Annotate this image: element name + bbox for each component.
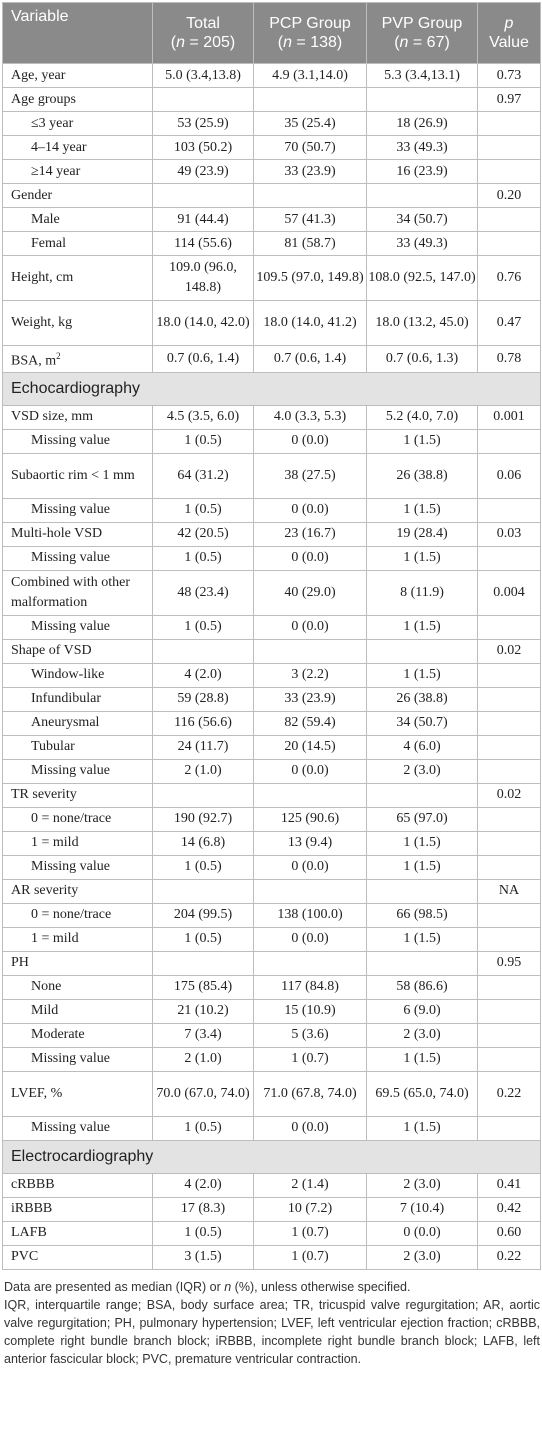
cell-total: 204 (99.5) <box>153 903 254 927</box>
section-title: Echocardiography <box>3 372 541 405</box>
table-row <box>3 831 541 855</box>
cell-pvp: 18 (26.9) <box>367 112 478 136</box>
cell-pcp: 0 (0.0) <box>254 855 367 879</box>
section-row <box>3 1140 541 1173</box>
cell-pvp: 7 (10.4) <box>367 1197 478 1221</box>
table-row <box>3 975 541 999</box>
cell-total <box>153 951 254 975</box>
cell-pvp: 1 (1.5) <box>367 615 478 639</box>
table-header <box>3 3 541 64</box>
cell-pcp: 1 (0.7) <box>254 1221 367 1245</box>
cell-pcp <box>254 783 367 807</box>
cell-p <box>478 663 541 687</box>
cell-p: 0.02 <box>478 783 541 807</box>
cell-total: 3 (1.5) <box>153 1245 254 1269</box>
cell-pvp: 18.0 (13.2, 45.0) <box>367 301 478 346</box>
cell-pcp: 109.5 (97.0, 149.8) <box>254 256 367 301</box>
table-notes <box>2 1278 540 1368</box>
cell-p <box>478 807 541 831</box>
cell-p: 0.20 <box>478 184 541 208</box>
cell-pcp: 1 (0.7) <box>254 1047 367 1071</box>
cell-pvp <box>367 951 478 975</box>
cell-p <box>478 498 541 522</box>
cell-total: 1 (0.5) <box>153 1221 254 1245</box>
cell-p: 0.06 <box>478 453 541 498</box>
cell-p: 0.001 <box>478 405 541 429</box>
cell-pvp: 66 (98.5) <box>367 903 478 927</box>
table-row <box>3 1116 541 1140</box>
cell-label: Missing value <box>3 1047 153 1071</box>
cell-total: 2 (1.0) <box>153 759 254 783</box>
characteristics-table <box>2 2 541 1270</box>
table-row <box>3 1197 541 1221</box>
table-row <box>3 903 541 927</box>
cell-pcp: 2 (1.4) <box>254 1173 367 1197</box>
cell-p <box>478 855 541 879</box>
cell-pvp: 34 (50.7) <box>367 711 478 735</box>
cell-label: Gender <box>3 184 153 208</box>
cell-label: Missing value <box>3 855 153 879</box>
cell-pvp: 26 (38.8) <box>367 687 478 711</box>
cell-pvp: 1 (1.5) <box>367 546 478 570</box>
cell-p <box>478 999 541 1023</box>
cell-pcp: 20 (14.5) <box>254 735 367 759</box>
cell-p: 0.22 <box>478 1245 541 1269</box>
cell-pcp <box>254 88 367 112</box>
table-row <box>3 951 541 975</box>
cell-label: ≥14 year <box>3 160 153 184</box>
cell-pvp: 8 (11.9) <box>367 570 478 615</box>
cell-total: 1 (0.5) <box>153 855 254 879</box>
cell-pcp: 71.0 (67.8, 74.0) <box>254 1071 367 1116</box>
cell-label: cRBBB <box>3 1173 153 1197</box>
cell-pcp: 0 (0.0) <box>254 927 367 951</box>
cell-p <box>478 136 541 160</box>
cell-label: 1 = mild <box>3 831 153 855</box>
section-row <box>3 372 541 405</box>
table-row <box>3 184 541 208</box>
table-row <box>3 522 541 546</box>
cell-label: Aneurysmal <box>3 711 153 735</box>
cell-total: 1 (0.5) <box>153 546 254 570</box>
cell-total: 70.0 (67.0, 74.0) <box>153 1071 254 1116</box>
cell-p: NA <box>478 879 541 903</box>
table-body <box>3 64 541 1270</box>
header-variable: Variable <box>3 3 153 64</box>
cell-p: 0.41 <box>478 1173 541 1197</box>
cell-total: 53 (25.9) <box>153 112 254 136</box>
cell-total: 175 (85.4) <box>153 975 254 999</box>
cell-pvp: 5.3 (3.4,13.1) <box>367 64 478 88</box>
cell-total: 4 (2.0) <box>153 1173 254 1197</box>
cell-pvp: 1 (1.5) <box>367 927 478 951</box>
cell-label: 4–14 year <box>3 136 153 160</box>
cell-label: Missing value <box>3 498 153 522</box>
cell-pvp: 2 (3.0) <box>367 1023 478 1047</box>
cell-pvp: 33 (49.3) <box>367 232 478 256</box>
cell-total: 5.0 (3.4,13.8) <box>153 64 254 88</box>
cell-label: Height, cm <box>3 256 153 301</box>
cell-pvp: 1 (1.5) <box>367 855 478 879</box>
cell-pvp: 33 (49.3) <box>367 136 478 160</box>
cell-label: VSD size, mm <box>3 405 153 429</box>
table-row <box>3 498 541 522</box>
notes-line-1: Data are presented as median (IQR) or n (%), unless otherwise specified. <box>4 1279 411 1294</box>
cell-pcp: 81 (58.7) <box>254 232 367 256</box>
cell-pvp: 6 (9.0) <box>367 999 478 1023</box>
cell-total: 59 (28.8) <box>153 687 254 711</box>
cell-total: 21 (10.2) <box>153 999 254 1023</box>
cell-pcp: 18.0 (14.0, 41.2) <box>254 301 367 346</box>
cell-pcp <box>254 184 367 208</box>
cell-label: Window-like <box>3 663 153 687</box>
cell-p <box>478 903 541 927</box>
header-p-value: p Value <box>478 3 541 64</box>
table-row <box>3 1071 541 1116</box>
cell-p: 0.22 <box>478 1071 541 1116</box>
cell-pcp: 0.7 (0.6, 1.4) <box>254 346 367 373</box>
cell-pcp: 57 (41.3) <box>254 208 367 232</box>
section-title: Electrocardiography <box>3 1140 541 1173</box>
cell-p: 0.004 <box>478 570 541 615</box>
cell-pcp: 0 (0.0) <box>254 615 367 639</box>
cell-pvp: 58 (86.6) <box>367 975 478 999</box>
header-pvp: PVP Group (n = 67) <box>367 3 478 64</box>
cell-label: Multi-hole VSD <box>3 522 153 546</box>
cell-label: 0 = none/trace <box>3 807 153 831</box>
cell-p <box>478 687 541 711</box>
cell-label: Shape of VSD <box>3 639 153 663</box>
cell-label: TR severity <box>3 783 153 807</box>
table-container <box>2 2 540 1368</box>
cell-label: iRBBB <box>3 1197 153 1221</box>
cell-pvp: 34 (50.7) <box>367 208 478 232</box>
cell-p: 0.78 <box>478 346 541 373</box>
cell-pvp: 1 (1.5) <box>367 498 478 522</box>
table-row <box>3 1221 541 1245</box>
cell-pvp: 4 (6.0) <box>367 735 478 759</box>
cell-pvp: 0 (0.0) <box>367 1221 478 1245</box>
table-row <box>3 64 541 88</box>
cell-p <box>478 927 541 951</box>
cell-label: Age, year <box>3 64 153 88</box>
cell-total: 7 (3.4) <box>153 1023 254 1047</box>
cell-total: 190 (92.7) <box>153 807 254 831</box>
cell-pvp <box>367 879 478 903</box>
cell-p: 0.95 <box>478 951 541 975</box>
cell-total <box>153 88 254 112</box>
cell-label: Missing value <box>3 429 153 453</box>
cell-pvp <box>367 184 478 208</box>
cell-pcp: 5 (3.6) <box>254 1023 367 1047</box>
header-row <box>3 3 541 64</box>
cell-total <box>153 783 254 807</box>
cell-p <box>478 232 541 256</box>
cell-pvp <box>367 88 478 112</box>
cell-pcp: 3 (2.2) <box>254 663 367 687</box>
cell-label: 0 = none/trace <box>3 903 153 927</box>
cell-pvp: 1 (1.5) <box>367 1116 478 1140</box>
cell-label: LVEF, % <box>3 1071 153 1116</box>
cell-p: 0.97 <box>478 88 541 112</box>
cell-p <box>478 975 541 999</box>
cell-pvp: 2 (3.0) <box>367 1173 478 1197</box>
cell-total: 114 (55.6) <box>153 232 254 256</box>
cell-p <box>478 429 541 453</box>
cell-label: Missing value <box>3 759 153 783</box>
cell-label: PH <box>3 951 153 975</box>
cell-p: 0.02 <box>478 639 541 663</box>
cell-p <box>478 735 541 759</box>
table-row <box>3 879 541 903</box>
cell-label: LAFB <box>3 1221 153 1245</box>
cell-p: 0.60 <box>478 1221 541 1245</box>
cell-pvp: 108.0 (92.5, 147.0) <box>367 256 478 301</box>
cell-total: 0.7 (0.6, 1.4) <box>153 346 254 373</box>
cell-total: 1 (0.5) <box>153 498 254 522</box>
cell-pcp: 0 (0.0) <box>254 429 367 453</box>
cell-p <box>478 1116 541 1140</box>
cell-p <box>478 1047 541 1071</box>
cell-total: 1 (0.5) <box>153 615 254 639</box>
table-row <box>3 1173 541 1197</box>
cell-pvp: 2 (3.0) <box>367 1245 478 1269</box>
table-row <box>3 346 541 373</box>
cell-pcp: 4.0 (3.3, 5.3) <box>254 405 367 429</box>
cell-pvp: 1 (1.5) <box>367 429 478 453</box>
cell-total: 14 (6.8) <box>153 831 254 855</box>
header-total: Total (n = 205) <box>153 3 254 64</box>
table-row <box>3 807 541 831</box>
cell-pcp <box>254 951 367 975</box>
cell-pcp <box>254 879 367 903</box>
cell-p: 0.76 <box>478 256 541 301</box>
cell-label: Combined with other malformation <box>3 570 153 615</box>
cell-label: Femal <box>3 232 153 256</box>
cell-label: ≤3 year <box>3 112 153 136</box>
cell-p: 0.73 <box>478 64 541 88</box>
table-row <box>3 759 541 783</box>
table-row <box>3 136 541 160</box>
table-row <box>3 570 541 615</box>
table-row <box>3 783 541 807</box>
cell-pvp: 65 (97.0) <box>367 807 478 831</box>
cell-label: Male <box>3 208 153 232</box>
cell-total: 64 (31.2) <box>153 453 254 498</box>
cell-p <box>478 112 541 136</box>
table-row <box>3 405 541 429</box>
cell-pcp <box>254 639 367 663</box>
cell-label: AR severity <box>3 879 153 903</box>
table-row <box>3 429 541 453</box>
cell-pcp: 0 (0.0) <box>254 546 367 570</box>
table-row <box>3 711 541 735</box>
table-row <box>3 1023 541 1047</box>
cell-p <box>478 160 541 184</box>
table-row <box>3 639 541 663</box>
cell-total: 1 (0.5) <box>153 1116 254 1140</box>
cell-total: 18.0 (14.0, 42.0) <box>153 301 254 346</box>
cell-pcp: 40 (29.0) <box>254 570 367 615</box>
table-row <box>3 999 541 1023</box>
cell-pcp: 4.9 (3.1,14.0) <box>254 64 367 88</box>
cell-pcp: 70 (50.7) <box>254 136 367 160</box>
table-row <box>3 1047 541 1071</box>
cell-total: 2 (1.0) <box>153 1047 254 1071</box>
cell-pcp: 13 (9.4) <box>254 831 367 855</box>
cell-p <box>478 831 541 855</box>
cell-total: 1 (0.5) <box>153 429 254 453</box>
cell-label: Weight, kg <box>3 301 153 346</box>
cell-p: 0.42 <box>478 1197 541 1221</box>
table-row <box>3 927 541 951</box>
cell-total: 4 (2.0) <box>153 663 254 687</box>
cell-total: 116 (56.6) <box>153 711 254 735</box>
cell-total: 49 (23.9) <box>153 160 254 184</box>
cell-pcp: 15 (10.9) <box>254 999 367 1023</box>
table-row <box>3 232 541 256</box>
table-row <box>3 546 541 570</box>
cell-pcp: 0 (0.0) <box>254 498 367 522</box>
cell-p <box>478 615 541 639</box>
cell-p <box>478 546 541 570</box>
header-pcp: PCP Group (n = 138) <box>254 3 367 64</box>
cell-total: 4.5 (3.5, 6.0) <box>153 405 254 429</box>
cell-total: 91 (44.4) <box>153 208 254 232</box>
cell-total <box>153 639 254 663</box>
table-row <box>3 301 541 346</box>
cell-pcp: 10 (7.2) <box>254 1197 367 1221</box>
cell-total: 1 (0.5) <box>153 927 254 951</box>
cell-label: None <box>3 975 153 999</box>
cell-p <box>478 208 541 232</box>
table-row <box>3 855 541 879</box>
cell-p <box>478 711 541 735</box>
cell-label: Moderate <box>3 1023 153 1047</box>
cell-pcp: 33 (23.9) <box>254 160 367 184</box>
cell-pcp: 23 (16.7) <box>254 522 367 546</box>
table-row <box>3 663 541 687</box>
cell-pvp: 0.7 (0.6, 1.3) <box>367 346 478 373</box>
cell-p <box>478 1023 541 1047</box>
cell-pcp: 117 (84.8) <box>254 975 367 999</box>
cell-label: Missing value <box>3 615 153 639</box>
notes-abbreviations: IQR, interquartile range; BSA, body surface area; TR, tricuspid valve regurgitation; AR, aortic valve regurgitation; PH, pulmonary hypertension; LVEF, left ventricular ejection fraction; cRBBB, complete right bundle branch block; iRBBB, incomplete right bundle branch block; LAFB, left anterior fascicular block; PVC, premature ventricular contraction. <box>4 1297 540 1366</box>
cell-total <box>153 879 254 903</box>
table-row <box>3 256 541 301</box>
table-row <box>3 453 541 498</box>
cell-p: 0.47 <box>478 301 541 346</box>
cell-pcp: 33 (23.9) <box>254 687 367 711</box>
table-row <box>3 208 541 232</box>
cell-total: 24 (11.7) <box>153 735 254 759</box>
cell-pvp <box>367 783 478 807</box>
cell-label: Age groups <box>3 88 153 112</box>
cell-total: 109.0 (96.0, 148.8) <box>153 256 254 301</box>
cell-label: Mild <box>3 999 153 1023</box>
cell-pcp: 0 (0.0) <box>254 759 367 783</box>
table-row <box>3 88 541 112</box>
cell-pcp: 0 (0.0) <box>254 1116 367 1140</box>
table-row <box>3 1245 541 1269</box>
cell-pvp: 1 (1.5) <box>367 831 478 855</box>
cell-label: 1 = mild <box>3 927 153 951</box>
cell-total: 17 (8.3) <box>153 1197 254 1221</box>
cell-label: PVC <box>3 1245 153 1269</box>
cell-pvp: 5.2 (4.0, 7.0) <box>367 405 478 429</box>
cell-total <box>153 184 254 208</box>
cell-total: 48 (23.4) <box>153 570 254 615</box>
cell-label: Subaortic rim < 1 mm <box>3 453 153 498</box>
cell-pvp: 19 (28.4) <box>367 522 478 546</box>
cell-pvp: 16 (23.9) <box>367 160 478 184</box>
cell-pvp: 1 (1.5) <box>367 663 478 687</box>
cell-label: Missing value <box>3 546 153 570</box>
cell-pcp: 35 (25.4) <box>254 112 367 136</box>
table-row <box>3 112 541 136</box>
cell-pvp: 69.5 (65.0, 74.0) <box>367 1071 478 1116</box>
cell-label: BSA, $m^2$ <box>3 346 153 373</box>
table-row <box>3 687 541 711</box>
cell-p: 0.03 <box>478 522 541 546</box>
cell-label: Missing value <box>3 1116 153 1140</box>
cell-pvp <box>367 639 478 663</box>
table-row <box>3 615 541 639</box>
cell-pcp: 38 (27.5) <box>254 453 367 498</box>
cell-label: Tubular <box>3 735 153 759</box>
table-row <box>3 160 541 184</box>
cell-pcp: 138 (100.0) <box>254 903 367 927</box>
cell-pcp: 1 (0.7) <box>254 1245 367 1269</box>
cell-pcp: 125 (90.6) <box>254 807 367 831</box>
cell-pvp: 2 (3.0) <box>367 759 478 783</box>
cell-pvp: 1 (1.5) <box>367 1047 478 1071</box>
cell-label: Infundibular <box>3 687 153 711</box>
cell-total: 42 (20.5) <box>153 522 254 546</box>
cell-p <box>478 759 541 783</box>
table-row <box>3 735 541 759</box>
cell-pcp: 82 (59.4) <box>254 711 367 735</box>
cell-total: 103 (50.2) <box>153 136 254 160</box>
cell-pvp: 26 (38.8) <box>367 453 478 498</box>
